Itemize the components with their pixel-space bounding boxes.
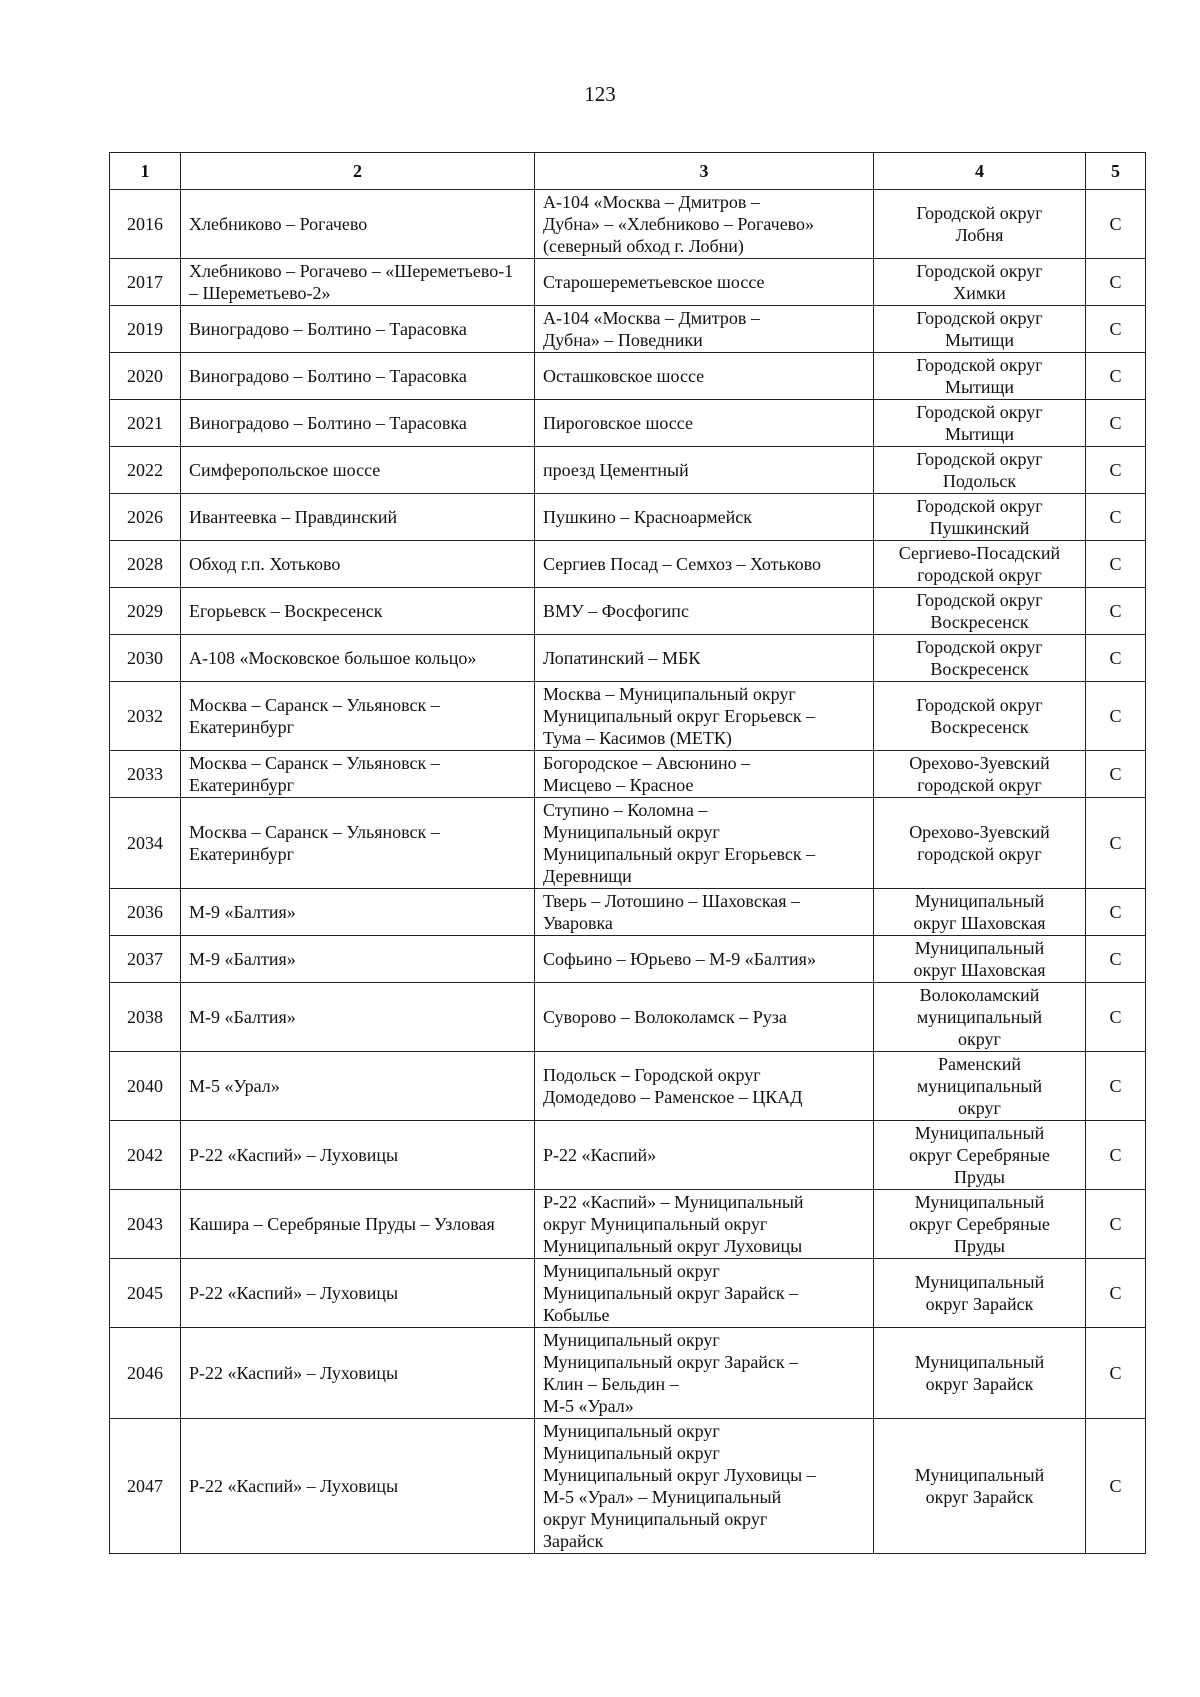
row-number-cell: 2032 [110, 682, 181, 751]
table-row [110, 190, 1146, 259]
table-header-row [110, 153, 1146, 190]
district-cell: Муниципальный округ Шаховская [874, 936, 1086, 983]
road-name-cell: М-9 «Балтия» [181, 936, 535, 983]
category-cell: С [1086, 588, 1146, 635]
column-header: 3 [535, 153, 874, 190]
category-cell: С [1086, 447, 1146, 494]
road-name-cell: Симферопольское шоссе [181, 447, 535, 494]
table-row [110, 1052, 1146, 1121]
row-number-cell: 2019 [110, 306, 181, 353]
road-name-cell: Обход г.п. Хотьково [181, 541, 535, 588]
table-row [110, 259, 1146, 306]
road-name-cell: М-9 «Балтия» [181, 983, 535, 1052]
table-row [110, 588, 1146, 635]
category-cell: С [1086, 983, 1146, 1052]
row-number-cell: 2020 [110, 353, 181, 400]
row-number-cell: 2038 [110, 983, 181, 1052]
road-name-cell: Р-22 «Каспий» – Луховицы [181, 1121, 535, 1190]
table-row [110, 1190, 1146, 1259]
roads-table [109, 152, 1146, 1554]
district-cell: Городской округ Мытищи [874, 306, 1086, 353]
table-row [110, 798, 1146, 889]
table-row [110, 353, 1146, 400]
row-number-cell: 2017 [110, 259, 181, 306]
column-header: 5 [1086, 153, 1146, 190]
road-section-cell: Муниципальный округ Муниципальный округ Зарайск – Клин – Бельдин – М-5 «Урал» [535, 1328, 874, 1419]
row-number-cell: 2046 [110, 1328, 181, 1419]
road-section-cell: Софьино – Юрьево – М-9 «Балтия» [535, 936, 874, 983]
category-cell: С [1086, 1190, 1146, 1259]
district-cell: Городской округ Подольск [874, 447, 1086, 494]
table-row [110, 1419, 1146, 1554]
row-number-cell: 2028 [110, 541, 181, 588]
row-number-cell: 2021 [110, 400, 181, 447]
road-name-cell: Москва – Саранск – Ульяновск – Екатеринбург [181, 798, 535, 889]
road-section-cell: Подольск – Городской округ Домодедово – Раменское – ЦКАД [535, 1052, 874, 1121]
district-cell: Сергиево-Посадский городской округ [874, 541, 1086, 588]
road-name-cell: Егорьевск – Воскресенск [181, 588, 535, 635]
district-cell: Городской округ Воскресенск [874, 635, 1086, 682]
table-row [110, 635, 1146, 682]
district-cell: Раменский муниципальный округ [874, 1052, 1086, 1121]
column-header: 4 [874, 153, 1086, 190]
table-row [110, 1259, 1146, 1328]
road-name-cell: М-5 «Урал» [181, 1052, 535, 1121]
row-number-cell: 2034 [110, 798, 181, 889]
road-name-cell: Р-22 «Каспий» – Луховицы [181, 1419, 535, 1554]
category-cell: С [1086, 353, 1146, 400]
district-cell: Муниципальный округ Зарайск [874, 1419, 1086, 1554]
road-section-cell: Сергиев Посад – Семхоз – Хотьково [535, 541, 874, 588]
road-name-cell: Виноградово – Болтино – Тарасовка [181, 400, 535, 447]
road-name-cell: Москва – Саранск – Ульяновск – Екатеринбург [181, 751, 535, 798]
district-cell: Городской округ Воскресенск [874, 682, 1086, 751]
road-name-cell: А-108 «Московское большое кольцо» [181, 635, 535, 682]
district-cell: Городской округ Мытищи [874, 353, 1086, 400]
table-row [110, 1328, 1146, 1419]
road-section-cell: Осташковское шоссе [535, 353, 874, 400]
district-cell: Орехово-Зуевский городской округ [874, 798, 1086, 889]
road-name-cell: М-9 «Балтия» [181, 889, 535, 936]
district-cell: Городской округ Химки [874, 259, 1086, 306]
table-row [110, 682, 1146, 751]
category-cell: С [1086, 1328, 1146, 1419]
table-row [110, 751, 1146, 798]
road-section-cell: Старошереметьевское шоссе [535, 259, 874, 306]
district-cell: Городской округ Мытищи [874, 400, 1086, 447]
category-cell: С [1086, 635, 1146, 682]
category-cell: С [1086, 494, 1146, 541]
district-cell: Муниципальный округ Шаховская [874, 889, 1086, 936]
column-header: 2 [181, 153, 535, 190]
category-cell: С [1086, 798, 1146, 889]
road-section-cell: Москва – Муниципальный округ Муниципальный округ Егорьевск – Тума – Касимов (МЕТК) [535, 682, 874, 751]
category-cell: С [1086, 259, 1146, 306]
road-section-cell: Пироговское шоссе [535, 400, 874, 447]
road-section-cell: Суворово – Волоколамск – Руза [535, 983, 874, 1052]
row-number-cell: 2026 [110, 494, 181, 541]
table-row [110, 306, 1146, 353]
district-cell: Орехово-Зуевский городской округ [874, 751, 1086, 798]
road-name-cell: Хлебниково – Рогачево – «Шереметьево-1 – Шереметьево-2» [181, 259, 535, 306]
category-cell: С [1086, 1419, 1146, 1554]
row-number-cell: 2042 [110, 1121, 181, 1190]
category-cell: С [1086, 682, 1146, 751]
row-number-cell: 2047 [110, 1419, 181, 1554]
road-section-cell: проезд Цементный [535, 447, 874, 494]
category-cell: С [1086, 400, 1146, 447]
road-section-cell: Р-22 «Каспий» [535, 1121, 874, 1190]
table-row [110, 494, 1146, 541]
road-section-cell: Богородское – Авсюнино – Мисцево – Красное [535, 751, 874, 798]
road-section-cell: А-104 «Москва – Дмитров – Дубна» – Поведники [535, 306, 874, 353]
district-cell: Муниципальный округ Серебряные Пруды [874, 1121, 1086, 1190]
road-section-cell: Тверь – Лотошино – Шаховская – Уваровка [535, 889, 874, 936]
road-section-cell: Лопатинский – МБК [535, 635, 874, 682]
row-number-cell: 2033 [110, 751, 181, 798]
district-cell: Городской округ Воскресенск [874, 588, 1086, 635]
road-name-cell: Виноградово – Болтино – Тарасовка [181, 353, 535, 400]
road-name-cell: Ивантеевка – Правдинский [181, 494, 535, 541]
district-cell: Муниципальный округ Серебряные Пруды [874, 1190, 1086, 1259]
table-row [110, 1121, 1146, 1190]
row-number-cell: 2045 [110, 1259, 181, 1328]
road-section-cell: Ступино – Коломна – Муниципальный округ Муниципальный округ Егорьевск – Деревнищи [535, 798, 874, 889]
row-number-cell: 2029 [110, 588, 181, 635]
row-number-cell: 2040 [110, 1052, 181, 1121]
road-name-cell: Виноградово – Болтино – Тарасовка [181, 306, 535, 353]
table-row [110, 936, 1146, 983]
district-cell: Городской округ Пушкинский [874, 494, 1086, 541]
road-section-cell: Муниципальный округ Муниципальный округ Муниципальный округ Луховицы – М-5 «Урал» – Муниципальный округ Муниципальный округ Зарайск [535, 1419, 874, 1554]
row-number-cell: 2043 [110, 1190, 181, 1259]
table-row [110, 983, 1146, 1052]
road-name-cell: Москва – Саранск – Ульяновск – Екатеринбург [181, 682, 535, 751]
category-cell: С [1086, 1259, 1146, 1328]
category-cell: С [1086, 1121, 1146, 1190]
table-row [110, 541, 1146, 588]
road-section-cell: Муниципальный округ Муниципальный округ Зарайск – Кобылье [535, 1259, 874, 1328]
road-section-cell: ВМУ – Фосфогипс [535, 588, 874, 635]
category-cell: С [1086, 751, 1146, 798]
row-number-cell: 2030 [110, 635, 181, 682]
table-row [110, 447, 1146, 494]
road-name-cell: Р-22 «Каспий» – Луховицы [181, 1259, 535, 1328]
page-number: 123 [584, 82, 616, 106]
district-cell: Городской округ Лобня [874, 190, 1086, 259]
category-cell: С [1086, 889, 1146, 936]
category-cell: С [1086, 936, 1146, 983]
district-cell: Муниципальный округ Зарайск [874, 1259, 1086, 1328]
row-number-cell: 2022 [110, 447, 181, 494]
category-cell: С [1086, 306, 1146, 353]
road-name-cell: Кашира – Серебряные Пруды – Узловая [181, 1190, 535, 1259]
road-section-cell: А-104 «Москва – Дмитров – Дубна» – «Хлебниково – Рогачево» (северный обход г. Лобни) [535, 190, 874, 259]
category-cell: С [1086, 541, 1146, 588]
road-section-cell: Пушкино – Красноармейск [535, 494, 874, 541]
table-row [110, 889, 1146, 936]
category-cell: С [1086, 1052, 1146, 1121]
row-number-cell: 2037 [110, 936, 181, 983]
road-name-cell: Р-22 «Каспий» – Луховицы [181, 1328, 535, 1419]
row-number-cell: 2036 [110, 889, 181, 936]
district-cell: Муниципальный округ Зарайск [874, 1328, 1086, 1419]
road-section-cell: Р-22 «Каспий» – Муниципальный округ Муниципальный округ Муниципальный округ Луховицы [535, 1190, 874, 1259]
category-cell: С [1086, 190, 1146, 259]
column-header: 1 [110, 153, 181, 190]
road-name-cell: Хлебниково – Рогачево [181, 190, 535, 259]
district-cell: Волоколамский муниципальный округ [874, 983, 1086, 1052]
table-row [110, 400, 1146, 447]
row-number-cell: 2016 [110, 190, 181, 259]
